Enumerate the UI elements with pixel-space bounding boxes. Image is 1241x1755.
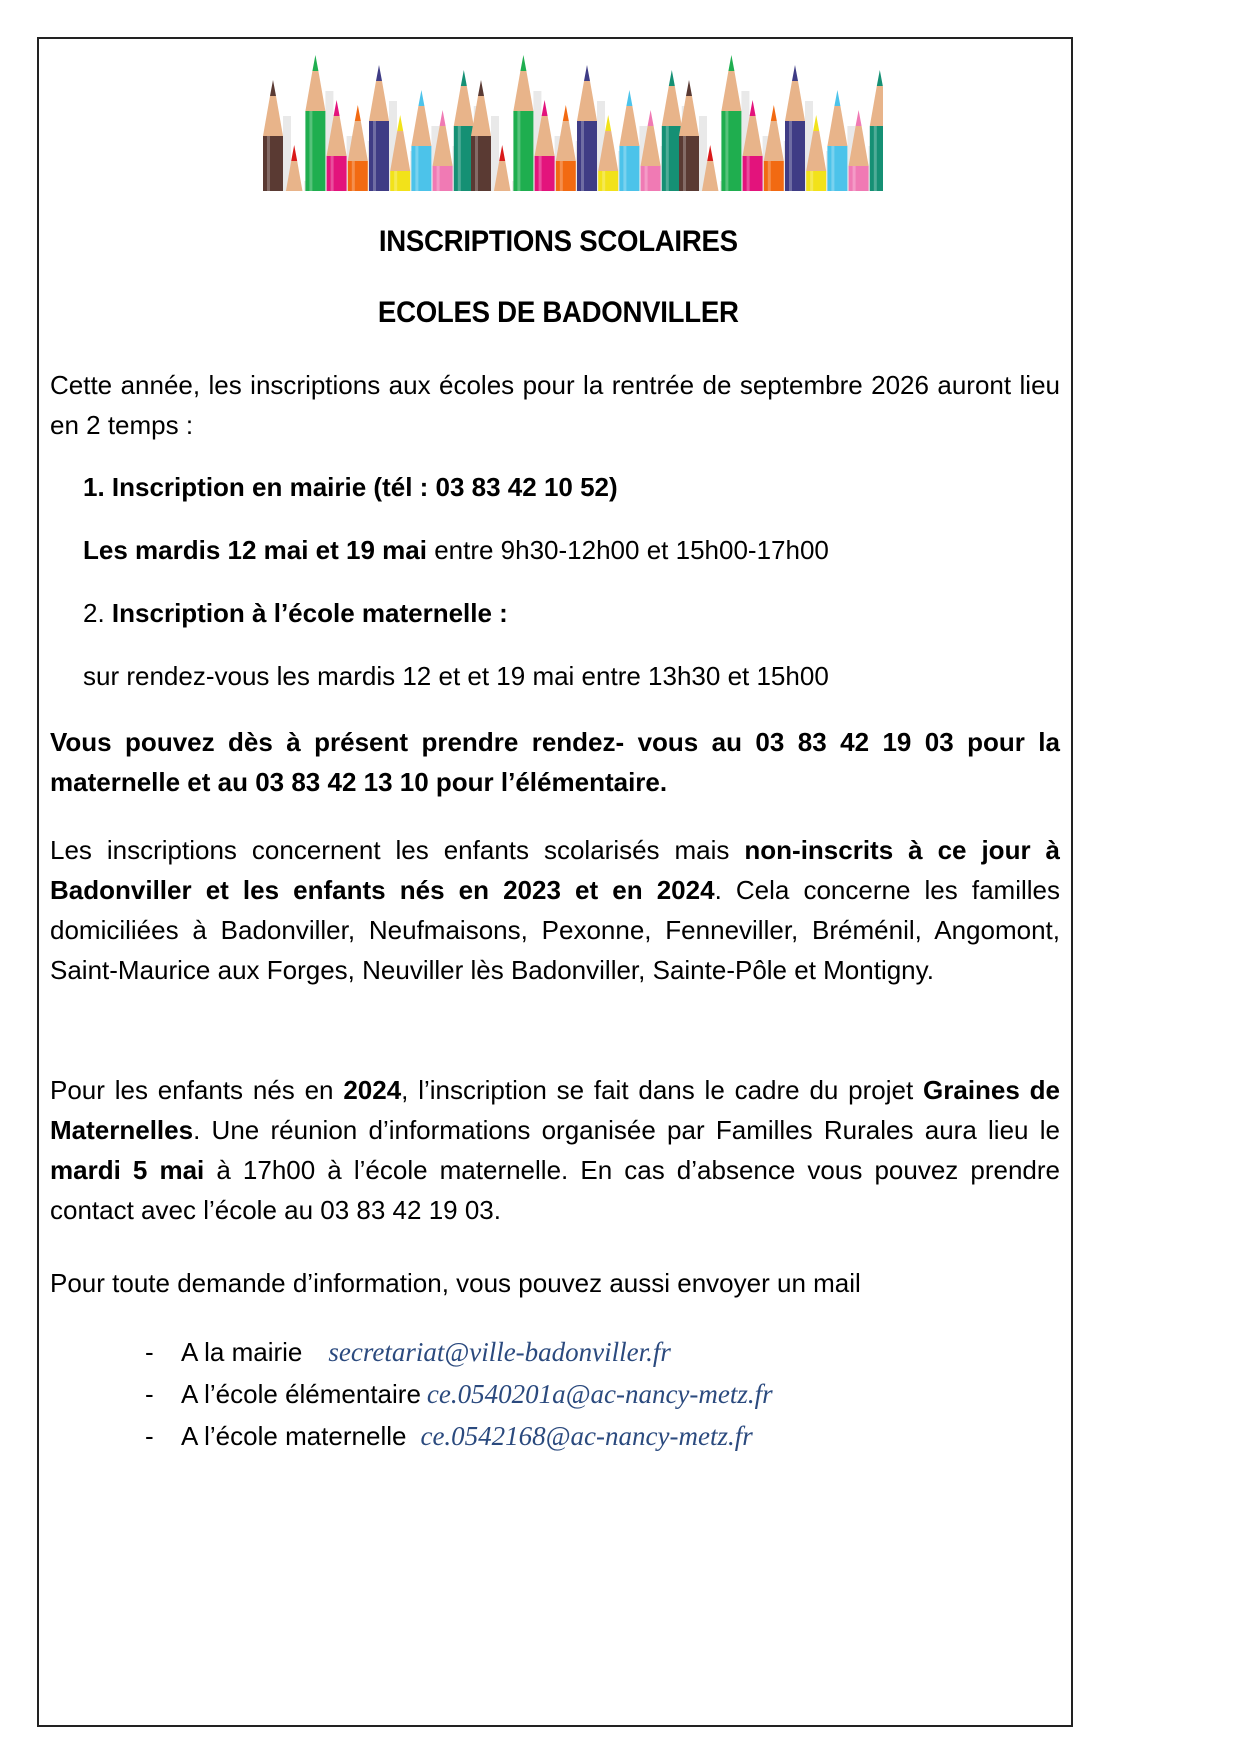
title-ecoles-badonviller: ECOLES DE BADONVILLER [377,296,739,329]
pencil-icon [870,70,883,191]
graines-project-name: Graines de Maternelles [50,1075,1060,1145]
contact-item-mairie [145,1332,671,1372]
appointment-paragraph [50,722,1060,802]
concerned-text-2: . Cela concerne les familles domiciliées à Badonviller, Neufmaisons, Pexonne, Fenneviller, Bréménil, Angomont, Saint-Maurice aux Forges, Neuviller lès Badonviller, Sainte-Pôle et Montigny. [50,875,1061,985]
intro-text: Cette année, les inscriptions aux écoles pour la rentrée de septembre 2026 auront lieu en 2 temps : [50,370,1060,440]
graines-paragraph [50,1070,1060,1230]
email-link-maternelle[interactable]: ce.0542168@ac-nancy-metz.fr [420,1421,753,1451]
contact-intro: Pour toute demande d’information, vous pouvez aussi envoyer un mail [50,1268,861,1298]
graines-year: 2024 [343,1075,402,1105]
graines-text-1: Pour les enfants nés en [50,1075,344,1105]
appointment-text: Vous pouvez dès à présent prendre rendez- vous au 03 83 42 19 03 pour la maternelle et au 03 83 42 13 10 pour l’élémentaire. [50,727,1060,797]
concerned-text-bold: non-inscrits à ce jour à Badonviller et les enfants nés en 2023 et en 2024 [50,835,1060,905]
bullet-dash: - [145,1337,154,1367]
contact-item-elementaire [145,1374,773,1414]
concerned-paragraph [50,830,1060,990]
graines-meeting-date: mardi 5 mai [50,1155,205,1185]
bullet-dash: - [145,1421,154,1451]
pencil-icon [679,80,707,191]
pencil-icon [263,80,291,191]
contact-label: A l’école maternelle [181,1421,407,1451]
bullet-dash: - [145,1379,154,1409]
email-link-mairie[interactable]: secretariat@ville-badonviller.fr [328,1337,671,1367]
step2-heading [83,598,508,629]
step1-heading: 1. Inscription en mairie (tél : 03 83 42 10 52) [83,472,618,502]
colored-pencils-image [258,45,883,191]
graines-text-2: , l’inscription se fait dans le cadre du projet [401,1075,924,1105]
contact-label: A l’école élémentaire [181,1379,421,1409]
graines-text-3: . Une réunion d’informations organisée par Familles Rurales aura lieu le [193,1115,1060,1145]
step1-schedule-hours: entre 9h30-12h00 et 15h00-17h00 [426,535,829,565]
step2-label: Inscription à l’école maternelle : [111,598,508,628]
pencil-icon [471,80,499,191]
step1-schedule-dates: Les mardis 12 mai et 19 mai [83,535,427,565]
step2-schedule: sur rendez-vous les mardis 12 et et 19 mai entre 13h30 et 15h00 [83,661,829,691]
graines-text-4: à 17h00 à l’école maternelle. En cas d’absence vous pouvez prendre contact avec l’école au 03 83 42 19 03. [50,1155,1060,1225]
step2-number: 2. [83,598,112,628]
concerned-text-1: Les inscriptions concernent les enfants scolarisés mais [50,835,745,865]
title-inscriptions-scolaires: INSCRIPTIONS SCOLAIRES [378,225,738,258]
email-link-elementaire[interactable]: ce.0540201a@ac-nancy-metz.fr [426,1379,773,1409]
colored-pencils-banner [258,45,883,191]
intro-paragraph [50,365,1060,445]
contact-label: A la mairie [181,1337,303,1367]
contact-item-maternelle [145,1416,753,1456]
step1-schedule [83,535,829,566]
